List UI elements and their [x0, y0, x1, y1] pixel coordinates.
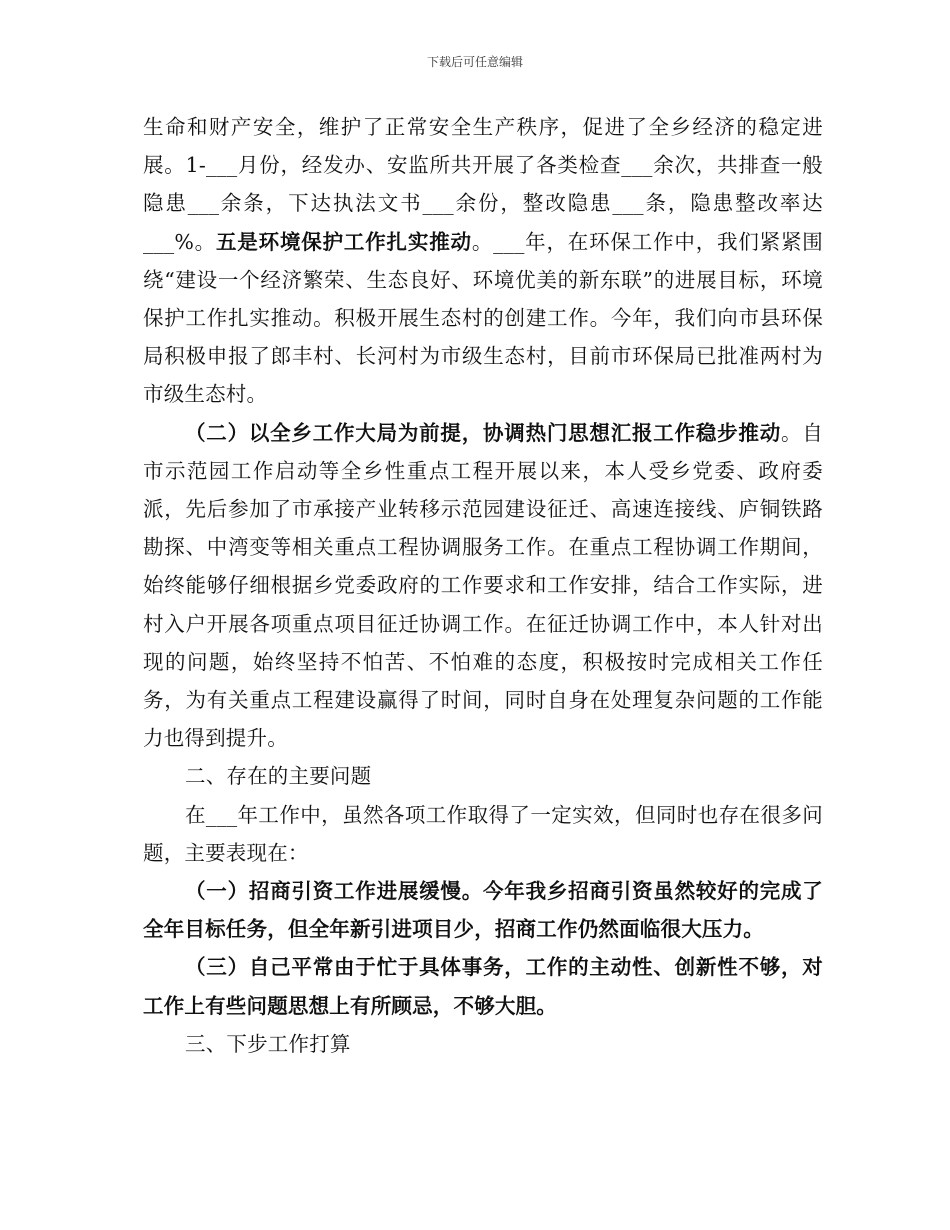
paragraph-text: 生命和财产安全，维护了正常安全生产秩序，促进了全乡经济的稳定进展。1-___月份，经发办、安监所共开展了各类检查___余次，共排查一般隐患___余条，下达执法文书___余份，整改隐患___条，隐患整改率达___%。 [143, 115, 823, 254]
paragraph-text: 。自市示范园工作启动等全乡性重点工程开展以来，本人受乡党委、政府委派，先后参加了市承接产业转移示范园建设征迁、高速连接线、庐铜铁路勘探、中湾变等相关重点工程协调服务工作。在重点工程协调工作期间，始终能够仔细根据乡党委政府的工作要求和工作安排，结合工作实际，进村入户开展各项重点项目征迁协调工作。在征迁协调工作中，本人针对出现的问题，始终坚持不怕苦、不怕难的态度，积极按时完成相关工作任务，为有关重点工程建设赢得了时间，同时自身在处理复杂问题的工作能力也得到提升。 [143, 420, 823, 751]
section-heading-problems: 二、存在的主要问题 [185, 764, 372, 789]
document-body [143, 108, 823, 1063]
problem-item-1: （一）招商引资工作进展缓慢。今年我乡招商引资虽然较好的完成了全年目标任务，但全年新引进项目少，招商工作仍然面临很大压力。 [143, 879, 823, 942]
paragraph-safety-environment [143, 108, 823, 414]
bold-heading-coordination: （二）以全乡工作大局为前提，协调热门思想汇报工作稳步推动 [185, 420, 781, 445]
paragraph-text: 。___年，在环保工作中，我们紧紧围绕“建设一个经济繁荣、生态良好、环境优美的新东联”的进展目标，环境保护工作扎实推动。积极开展生态村的创建工作。今年，我们向市县环保局积极申报了郎丰村、长河村为市级生态村，目前市环保局已批准两村为市级生态村。 [143, 229, 824, 407]
page-header: 下载后可任意编辑 [426, 55, 523, 69]
paragraph-problems-intro: 在___年工作中，虽然各项工作取得了一定实效，但同时也存在很多问题，主要表现在： [143, 802, 823, 865]
section-heading-next-steps: 三、下步工作打算 [185, 1031, 351, 1056]
bold-heading-environment: 五是环境保护工作扎实推动 [215, 229, 472, 254]
paragraph-coordination [143, 414, 823, 758]
problem-item-3: （三）自己平常由于忙于具体事务，工作的主动性、创新性不够，对工作上有些问题思想上有所顾忌，不够大胆。 [143, 955, 823, 1018]
